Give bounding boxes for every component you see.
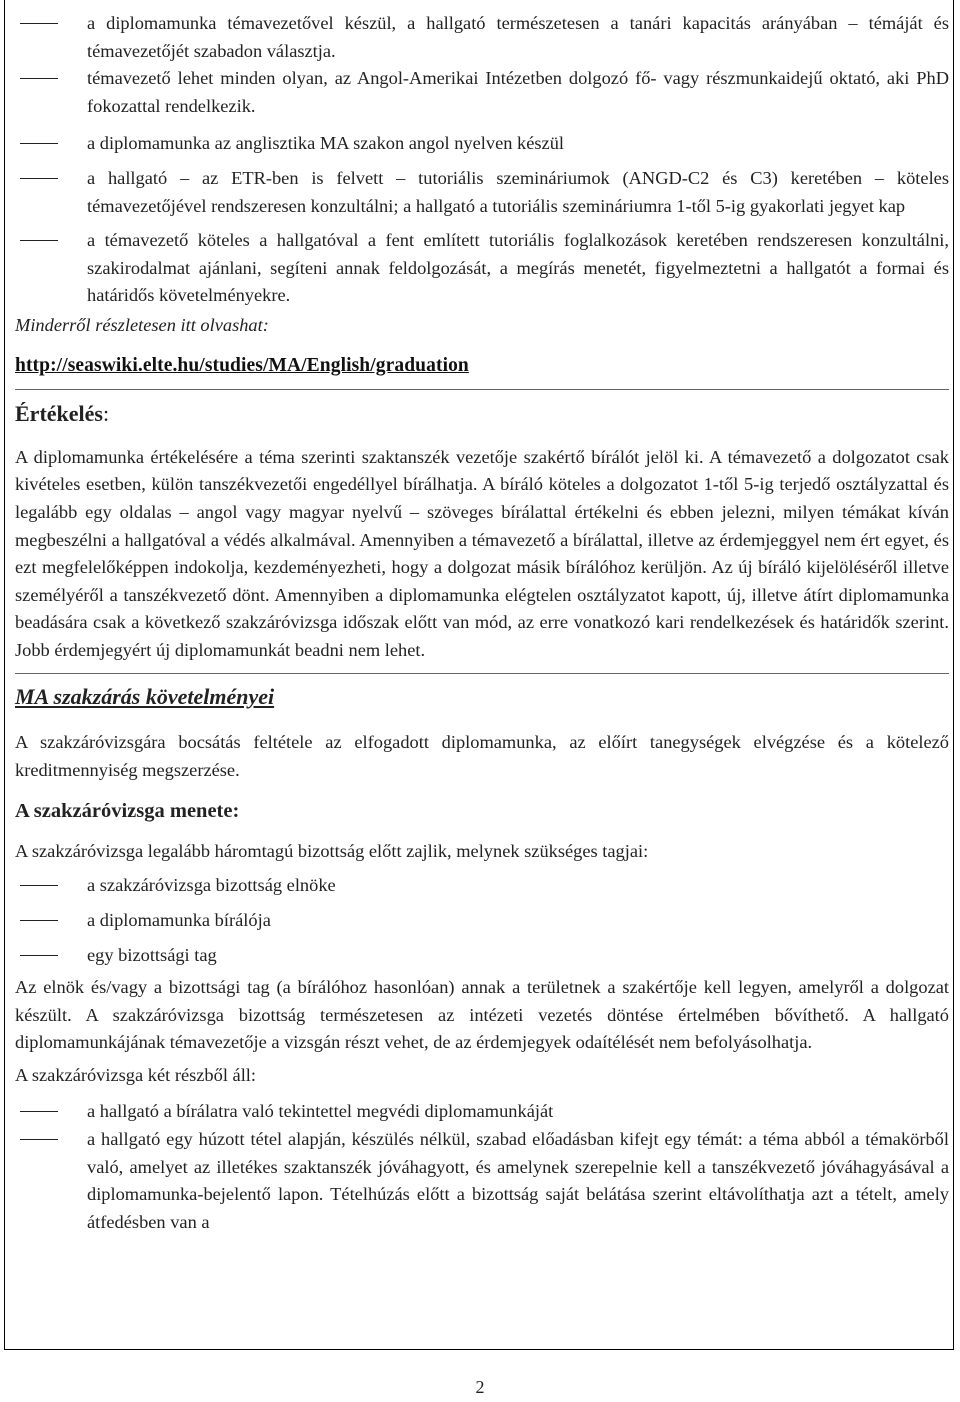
evaluation-body: A diplomamunka értékelésére a téma szerinti szaktanszék vezetője szakértő bírálót jelöl ki. A témavezető a dolgozatot csak kivételes esetben, külön tanszékvezetői engedéllyel bírálhatja. A bíráló köteles a dolgozatot 1-től 5-ig terjedő osztályzattal és legalább egy oldalas – angol vagy magyar nyelvű – szöveges bírálattal értékelni és ebben jelezni, milyen témákat kíván megbeszélni a hallgatóval a védés alkalmával. Amennyiben a témavezető a bírálattal, illetve az érdemjeggyel nem ért egyet, és ezt megfelelőképpen indokolja, kezdeményezheti, hogy a dolgozat másik bírálóhoz kerüljön. Az új bíráló kijelöléséről illetve személyéről a tanszékvezető dönt. Amennyiben a diplomamunka elégtelen osztályzatot kapott, új, illetve átírt diplomamunka beadására csak a következő szakzáróvizsga időszak előtt van mód, az erre vonatkozó kari rendelkezések és határidők szerint. Jobb érdemjegyért új diplomamunkát beadni nem lehet. <box>15 446 949 660</box>
list-item: a szakzáróvizsga bizottság elnöke <box>15 872 949 900</box>
exam-parts-list <box>15 1098 949 1237</box>
page-number: 2 <box>475 1377 485 1397</box>
list-item: a hallgató a bírálatra való tekintettel megvédi diplomamunkáját <box>15 1098 949 1126</box>
committee-members-list <box>15 872 949 969</box>
committee-body: Az elnök és/vagy a bizottsági tag (a bírálóhoz hasonlóan) annak a területnek a szakértője kell legyen, amelyről a dolgozat készült. A szakzáróvizsga bizottság természetesen az intézeti vezetés döntése értelmében bővíthető. A hallgató diplomamunkájának témavezetője a vizsgán részt vehet, de az érdemjegyek odaítélését nem befolyásolhatja. <box>15 977 949 1053</box>
exam-process-heading: A szakzáróvizsga menete: <box>15 800 240 823</box>
list-item: a hallgató egy húzott tétel alapján, készülés nélkül, szabad előadásban kifejt egy témát: a téma abból a témakörből való, amelyet az illetékes szaktanszék jóváhagyott, és amelynek szerepelnie kell a tanszékvezető jóváhagyásával a diplomamunka-bejelentő lapon. Tételhúzás előtt a bizottság saját belátása szerint eltávolíthatja azt a tételt, amely átfedésben van a <box>15 1126 949 1236</box>
section-divider <box>15 673 949 674</box>
list-item: a témavezető köteles a hallgatóval a fent említett tutoriális foglalkozások keretében rendszeresen konzultálni, szakirodalmat ajánlani, segíteni annak feldolgozását, a megírás menetét, figyelmeztetni a hallgatót a formai és határidős követelményekre. <box>15 227 949 310</box>
evaluation-heading <box>15 400 949 428</box>
list-item: témavezető lehet minden olyan, az Angol-Amerikai Intézetben dolgozó fő- vagy részmunkaidejű oktató, aki PhD fokozattal rendelkezik. <box>15 65 949 120</box>
exam-parts-intro: A szakzáróvizsga két részből áll: <box>15 1065 257 1085</box>
more-info-label: Minderről részletesen itt olvashat: <box>15 314 269 335</box>
list-item: a diplomamunka témavezetővel készül, a hallgató természetesen a tanári kapacitás arányában – témáját és témavezetőjét szabadon választja. <box>15 10 949 65</box>
list-item: a diplomamunka bírálója <box>15 907 949 935</box>
ma-requirements-heading: MA szakzárás követelményei <box>15 684 275 710</box>
evaluation-heading-text: Értékelés <box>15 401 103 427</box>
section-divider <box>15 389 949 390</box>
graduation-info-link[interactable]: http://seaswiki.elte.hu/studies/MA/English/graduation <box>15 354 469 376</box>
ma-requirements-body: A szakzáróvizsgára bocsátás feltétele az elfogadott diplomamunka, az előírt tanegységek elvégzése és a kötelező kreditmennyiség megszerzése. <box>15 732 949 780</box>
list-item: a diplomamunka az anglisztika MA szakon angol nyelven készül <box>15 130 949 158</box>
exam-committee-intro: A szakzáróvizsga legalább háromtagú bizottság előtt zajlik, melynek szükséges tagjai: <box>15 840 649 861</box>
page-content <box>15 10 949 1237</box>
supervision-rules-list <box>15 10 949 310</box>
more-info-link-line <box>15 352 949 380</box>
list-item: a hallgató – az ETR-ben is felvett – tutoriális szemináriumok (ANGD-C2 és C3) keretében – köteles témavezetőjével rendszeresen konzultálni; a hallgató a tutoriális szemináriumra 1-től 5-ig gyakorlati jegyet kap <box>15 165 949 220</box>
list-item: egy bizottsági tag <box>15 942 949 970</box>
evaluation-heading-colon: : <box>102 401 110 427</box>
